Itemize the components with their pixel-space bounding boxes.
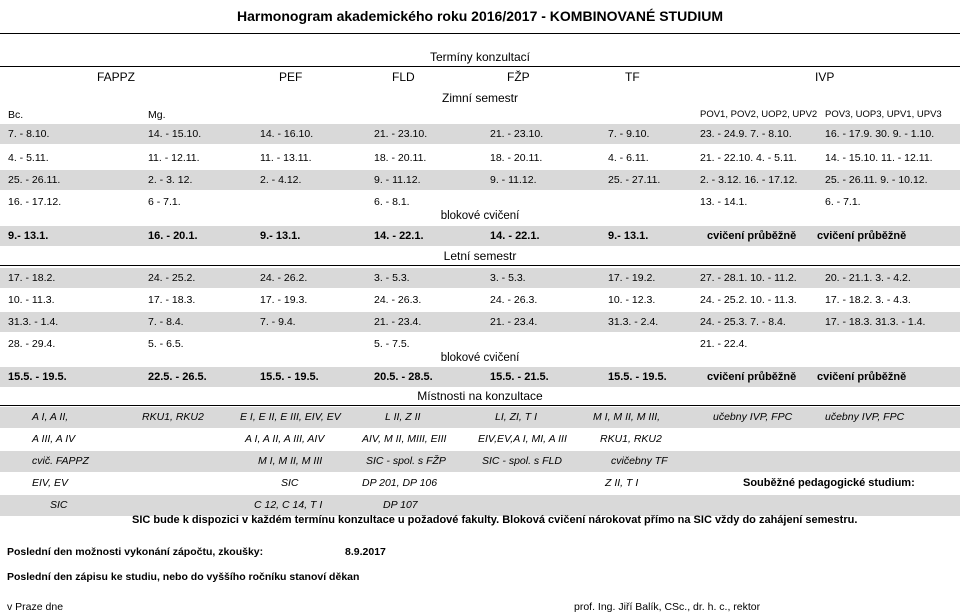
zimni-header: Zimní semestr — [441, 91, 518, 105]
cell: A I, A II, A III, AIV — [245, 433, 325, 445]
sic-note: SIC bude k dispozici v každém termínu konzultace u požadové fakulty. Bloková cvičení nárokovat přímo na SIC vždy do zahájení semestru. — [132, 514, 858, 526]
cell: 11. - 13.11. — [260, 152, 312, 164]
cell: 18. - 20.11. — [490, 152, 543, 164]
subheader-pov3: POV3, UOP3, UPV1, UPV3 — [825, 109, 942, 120]
cell: 14. - 15.10. 11. - 12.11. — [825, 152, 933, 164]
cell: 17. - 19.2. — [608, 272, 656, 284]
last-day-value: 8.9.2017 — [345, 546, 386, 558]
cell: 21. - 22.10. 4. - 5.11. — [700, 152, 797, 164]
cell: 9. - 11.12. — [490, 174, 537, 186]
cell: 6. - 7.1. — [825, 196, 861, 208]
cell: 14. - 16.10. — [260, 128, 314, 140]
subheader-row — [0, 107, 960, 123]
cell: A III, A IV — [32, 433, 76, 445]
cell: 24. - 25.2. — [148, 272, 196, 284]
cell: DP 201, DP 106 — [362, 477, 438, 489]
cell: A I, A II, — [32, 411, 69, 423]
faculty-fld: FLD — [392, 70, 415, 84]
cell: učebny IVP, FPC — [825, 411, 905, 423]
cell: 17. - 18.2. 3. - 4.3. — [825, 294, 911, 306]
cell: SIC — [281, 477, 299, 489]
cell: 24. - 25.3. 7. - 8.4. — [700, 316, 786, 328]
cell: 25. - 26.11. — [8, 174, 61, 186]
last-day-label: Poslední den možnosti vykonání zápočtu, zkoušky: — [7, 546, 264, 558]
cell: 9.- 13.1. — [260, 230, 301, 242]
divider — [0, 405, 960, 406]
cell: 11. - 12.11. — [148, 152, 200, 164]
cell: SIC - spol. s FŽP — [366, 455, 446, 467]
subheader-pov1: POV1, POV2, UOP2, UPV2 — [700, 109, 818, 120]
subheader-mg: Mg. — [148, 109, 166, 121]
cell: 3. - 5.3. — [374, 272, 410, 284]
cell: 10. - 12.3. — [608, 294, 656, 306]
cell: 25. - 26.11. 9. - 10.12. — [825, 174, 928, 186]
cell: 7. - 9.10. — [608, 128, 650, 140]
cell: 4. - 5.11. — [8, 152, 49, 164]
divider — [0, 33, 960, 34]
cell: 20.5. - 28.5. — [374, 371, 433, 383]
cell: 24. - 26.3. — [374, 294, 422, 306]
table-row — [0, 312, 960, 332]
cell: 20. - 21.1. 3. - 4.2. — [825, 272, 911, 284]
cell: Z II, T I — [605, 477, 639, 489]
table-row — [0, 407, 960, 428]
cell: SIC - spol. s FLD — [482, 455, 562, 467]
cell: 21. - 22.4. — [700, 338, 748, 350]
page-title: Harmonogram akademického roku 2016/2017 - KOMBINOVANÉ STUDIUM — [237, 8, 723, 24]
cell: L II, Z II — [385, 411, 421, 423]
divider — [0, 265, 960, 266]
faculty-tf: TF — [625, 70, 640, 84]
cell: 16. - 20.1. — [148, 230, 198, 242]
cell: 13. - 14.1. — [700, 196, 748, 208]
cell: 5. - 6.5. — [148, 338, 184, 350]
cell: 9.- 13.1. — [8, 230, 49, 242]
cell: cvičení průběžně — [817, 371, 907, 383]
cell: 17. - 18.3. — [148, 294, 196, 306]
cell: 14. - 22.1. — [374, 230, 424, 242]
table-row — [0, 226, 960, 246]
cell: cvičení průběžně — [707, 371, 797, 383]
cell: 14. - 22.1. — [490, 230, 540, 242]
cell: cvičení průběžně — [707, 230, 797, 242]
cell: M I, M II, M III, — [593, 411, 661, 423]
cell: 15.5. - 21.5. — [490, 371, 549, 383]
cell: 2. - 3.12. 16. - 17.12. — [700, 174, 798, 186]
cell: 2. - 4.12. — [260, 174, 302, 186]
table-row — [0, 124, 960, 144]
cell: 15.5. - 19.5. — [260, 371, 319, 383]
table-row — [0, 290, 960, 310]
letni-header: Letní semestr — [443, 249, 517, 263]
cell: 21. - 23.4. — [490, 316, 538, 328]
cell: 21. - 23.4. — [374, 316, 422, 328]
cell: 6 - 7.1. — [148, 196, 181, 208]
cell: DP 107 — [383, 499, 418, 511]
cell: 3. - 5.3. — [490, 272, 526, 284]
mistnosti-header: Místnosti na konzultace — [417, 389, 543, 403]
cell: 21. - 23.10. — [374, 128, 428, 140]
table-row — [0, 495, 960, 516]
cell: 17. - 18.3. 31.3. - 1.4. — [825, 316, 926, 328]
cell: učebny IVP, FPC — [713, 411, 793, 423]
cell: RKU1, RKU2 — [600, 433, 662, 445]
cell: 2. - 3. 12. — [148, 174, 193, 186]
table-row — [0, 367, 960, 387]
cell: 7. - 9.4. — [260, 316, 296, 328]
footer-right: prof. Ing. Jiří Balík, CSc., dr. h. c., rektor — [574, 601, 761, 613]
subheader-bc: Bc. — [8, 109, 24, 121]
cell: RKU1, RKU2 — [142, 411, 204, 423]
cell: 24. - 26.3. — [490, 294, 538, 306]
cell: Souběžné pedagogické studium: — [743, 477, 915, 489]
cell: 9. - 11.12. — [374, 174, 421, 186]
cell: 6. - 8.1. — [374, 196, 410, 208]
faculty-pef: PEF — [279, 70, 303, 84]
cell: 31.3. - 1.4. — [8, 316, 59, 328]
cell: 14. - 15.10. — [148, 128, 202, 140]
cell: 10. - 11.3. — [8, 294, 55, 306]
cell: SIC — [50, 499, 68, 511]
cell: E I, E II, E III, EIV, EV — [240, 411, 341, 423]
table-row — [0, 334, 960, 354]
cell: 5. - 7.5. — [374, 338, 410, 350]
cell: 9.- 13.1. — [608, 230, 649, 242]
cell: 4. - 6.11. — [608, 152, 649, 164]
cell: 16. - 17.12. — [8, 196, 62, 208]
cell: LI, ZI, T I — [495, 411, 538, 423]
cell: 15.5. - 19.5. — [8, 371, 67, 383]
cell: 22.5. - 26.5. — [148, 371, 207, 383]
cell: cvič. FAPPZ — [32, 455, 89, 467]
terminy-header: Termíny konzultací — [429, 50, 531, 64]
cell: cvičebny TF — [611, 455, 668, 467]
table-row — [0, 192, 960, 212]
cell: EIV,EV,A I, MI, A III — [478, 433, 567, 445]
cell: 25. - 27.11. — [608, 174, 661, 186]
faculty-fzp: FŽP — [507, 70, 530, 84]
cell: cvičení průběžně — [817, 230, 907, 242]
cell: M I, M II, M III — [258, 455, 323, 467]
cell: 24. - 26.2. — [260, 272, 308, 284]
cell: 24. - 25.2. 10. - 11.3. — [700, 294, 797, 306]
blokove-header-winter: blokové cvičení — [440, 210, 520, 222]
table-row — [0, 170, 960, 190]
cell: 31.3. - 2.4. — [608, 316, 659, 328]
faculty-fappz: FAPPZ — [97, 70, 136, 84]
faculty-ivp: IVP — [815, 70, 835, 84]
cell: 17. - 18.2. — [8, 272, 56, 284]
enroll-note: Poslední den zápisu ke studiu, nebo do vyššího ročníku stanoví děkan — [7, 571, 360, 583]
cell: 23. - 24.9. 7. - 8.10. — [700, 128, 792, 140]
table-row — [0, 148, 960, 168]
table-row — [0, 268, 960, 288]
cell: C 12, C 14, T I — [254, 499, 323, 511]
table-row — [0, 473, 960, 494]
cell: EIV, EV — [32, 477, 68, 489]
cell: 17. - 19.3. — [260, 294, 308, 306]
cell: 27. - 28.1. 10. - 11.2. — [700, 272, 797, 284]
cell: 15.5. - 19.5. — [608, 371, 667, 383]
table-row — [0, 429, 960, 450]
faculty-row — [0, 67, 960, 87]
footer-left: v Praze dne — [7, 601, 64, 613]
cell: 16. - 17.9. 30. 9. - 1.10. — [825, 128, 935, 140]
cell: AIV, M II, MIII, EIII — [362, 433, 447, 445]
blokove-header-summer: blokové cvičení — [440, 352, 520, 364]
cell: 7. - 8.10. — [8, 128, 50, 140]
cell: 18. - 20.11. — [374, 152, 427, 164]
table-row — [0, 451, 960, 472]
cell: 7. - 8.4. — [148, 316, 184, 328]
cell: 28. - 29.4. — [8, 338, 56, 350]
cell: 21. - 23.10. — [490, 128, 544, 140]
